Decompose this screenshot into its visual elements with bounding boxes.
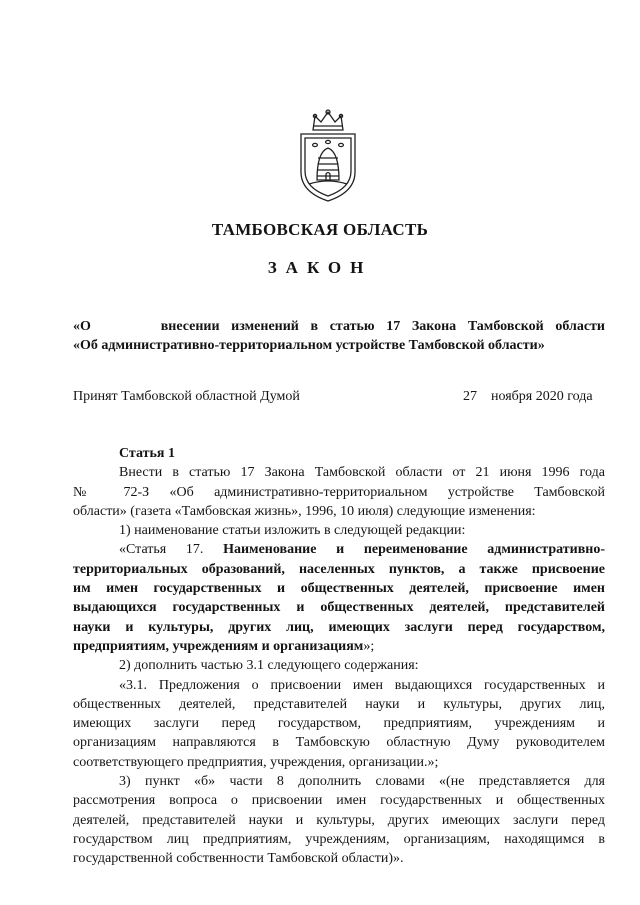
text-run: «3.1. Предложения о присвоении имен выдающихся государственных и [119,677,605,693]
article-line [73,618,605,637]
article-line [73,695,605,714]
text-run: области» (газета «Тамбовская жизнь», 1996, 10 июля) следующие изменения: [73,503,536,519]
text-run: общественных деятелей, представителей науки и культуры, других лиц, [73,696,605,712]
article-line [73,637,605,656]
article-line [73,579,605,598]
text-run: государственной собственности Тамбовской области)». [73,851,404,867]
text-run: государством лиц предприятиям, учреждениям, организациям, находящимся в [73,831,605,847]
adopted-by: Принят Тамбовской областной Думой [73,389,300,404]
article-line [73,540,605,559]
text-run: «Статья 17. [119,542,224,558]
document-type-heading: ЗАКОН [267,258,373,277]
article-body [73,444,605,869]
bold-text-run: им имен государственных и общественных деятелей, присвоение имен [73,581,605,597]
article-heading: Статья 1 [119,446,175,461]
law-title-line-2: «Об административно-территориальном устройстве Тамбовской области» [73,338,545,353]
text-run: № 72-З «Об административно-территориальном устройстве Тамбовской [73,484,605,500]
article-lines [73,463,605,868]
adoption-date [463,389,593,405]
article-line [73,656,605,675]
text-run: деятелей, представителей науки и культуры, других имеющих заслуги перед [73,812,605,828]
article-line [73,714,605,733]
article-line [73,733,605,752]
text-run: рассмотрения вопроса о присвоении имен государственных и общественных [73,793,605,809]
bold-text-run: территориальных образований, населенных пунктов, а также присвоение [73,561,605,577]
adoption-month-year: ноября 2020 года [491,389,593,404]
article-line [73,676,605,695]
text-run: 1) наименование статьи изложить в следующей редакции: [119,523,466,539]
coat-of-arms-icon [291,108,365,204]
text-run: 2) дополнить частью 3.1 следующего содержания: [119,658,419,674]
article-line [73,598,605,617]
article-line [73,791,605,810]
text-run: »; [363,638,375,654]
text-run: 3) пункт «б» части 8 дополнить словами «(не представляется для [119,774,605,790]
text-run: организациям направляются в Тамбовскую областную Думу руководителем [73,735,605,751]
article-line [73,463,605,482]
article-line [73,849,605,868]
bold-text-run: науки и культуры, других лиц, имеющих заслуги перед государством, [73,619,605,635]
article-line [73,811,605,830]
law-title-words: внесении изменений в статью 17 Закона Тамбовской области [160,319,606,334]
adoption-day: 27 [463,389,477,404]
region-heading: ТАМБОВСКАЯ ОБЛАСТЬ [211,220,429,239]
text-run: имеющих заслуги перед государством, предприятиям, учреждениям и [73,716,605,732]
text-run: Внести в статью 17 Закона Тамбовской области от 21 июня 1996 года [119,465,605,481]
law-title-line-1 [73,318,605,336]
article-line [73,483,605,502]
article-line [73,753,605,772]
article-line [73,772,605,791]
article-line [73,830,605,849]
article-line [73,521,605,540]
bold-text-run: выдающихся государственных и общественных деятелей, представителей [73,600,605,616]
article-line [73,560,605,579]
text-run: соответствующего предприятия, учреждения, организации.»; [73,754,439,770]
bold-text-run: Наименование и переименование административно- [223,542,605,558]
article-line [73,502,605,521]
bold-text-run: предприятиям, учреждениям и организациям [73,638,364,654]
law-title-quote: «О [73,319,91,334]
